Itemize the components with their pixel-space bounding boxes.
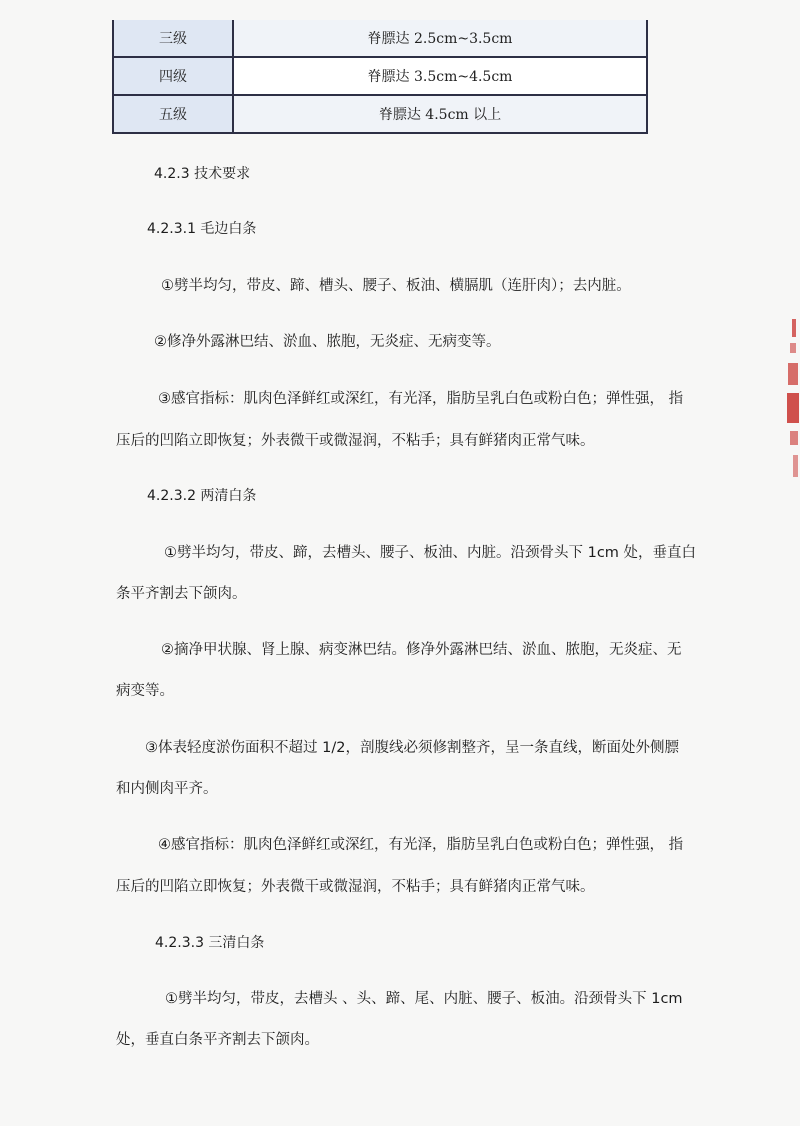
grade-desc-cell: 脊膘达 4.5cm 以上 xyxy=(233,95,647,133)
paragraph: ②修净外露淋巴结、淤血、脓胞，无炎症、无病变等。 xyxy=(154,334,501,350)
paragraph-line: 和内侧肉平齐。 xyxy=(116,781,218,797)
section-heading-4-2-3: 4.2.3 技术要求 xyxy=(154,166,251,182)
grade-desc-cell: 脊膘达 3.5cm~4.5cm xyxy=(233,57,647,95)
paragraph-line: ④感官指标：肌肉色泽鲜红或深红，有光泽，脂肪呈乳白色或粉白色；弹性强， 指 xyxy=(158,837,684,853)
fat-grade-table xyxy=(112,20,648,134)
grade-level-cell: 四级 xyxy=(113,57,233,95)
grade-level-cell: 三级 xyxy=(113,20,233,57)
paragraph-line: ①劈半均匀，带皮、蹄，去槽头、腰子、板油、内脏。沿颈骨头下 1cm 处，垂直白 xyxy=(164,545,697,561)
section-heading-4-2-3-3: 4.2.3.3 三清白条 xyxy=(155,935,265,951)
table-row xyxy=(113,20,647,57)
paragraph-line: ①劈半均匀，带皮，去槽头 、头、蹄、尾、内脏、腰子、板油。沿颈骨头下 1cm xyxy=(165,991,683,1007)
section-heading-4-2-3-2: 4.2.3.2 两清白条 xyxy=(147,488,257,504)
red-seal-stamp-edge xyxy=(784,315,800,485)
table-row xyxy=(113,57,647,95)
paragraph-line: ②摘净甲状腺、肾上腺、病变淋巴结。修净外露淋巴结、淤血、脓胞，无炎症、无 xyxy=(161,642,682,658)
paragraph-line: ③感官指标：肌肉色泽鲜红或深红，有光泽，脂肪呈乳白色或粉白色；弹性强， 指 xyxy=(158,391,684,407)
paragraph-line: 压后的凹陷立即恢复；外表微干或微湿润，不粘手；具有鲜猪肉正常气味。 xyxy=(116,433,595,449)
table-row xyxy=(113,95,647,133)
paragraph-line: ③体表轻度淤伤面积不超过 1/2，剖腹线必须修割整齐，呈一条直线，断面处外侧膘 xyxy=(145,740,679,756)
paragraph-line: 压后的凹陷立即恢复；外表微干或微湿润，不粘手；具有鲜猪肉正常气味。 xyxy=(116,879,595,895)
paragraph-line: 条平齐割去下颌肉。 xyxy=(116,586,247,602)
section-heading-4-2-3-1: 4.2.3.1 毛边白条 xyxy=(147,221,257,237)
grade-desc-cell: 脊膘达 2.5cm~3.5cm xyxy=(233,20,647,57)
paragraph-line: 处，垂直白条平齐割去下颌肉。 xyxy=(116,1032,319,1048)
paragraph: ①劈半均匀，带皮、蹄、槽头、腰子、板油、横膈肌（连肝肉）；去内脏。 xyxy=(161,278,631,294)
grade-level-cell: 五级 xyxy=(113,95,233,133)
paragraph-line: 病变等。 xyxy=(116,683,174,699)
